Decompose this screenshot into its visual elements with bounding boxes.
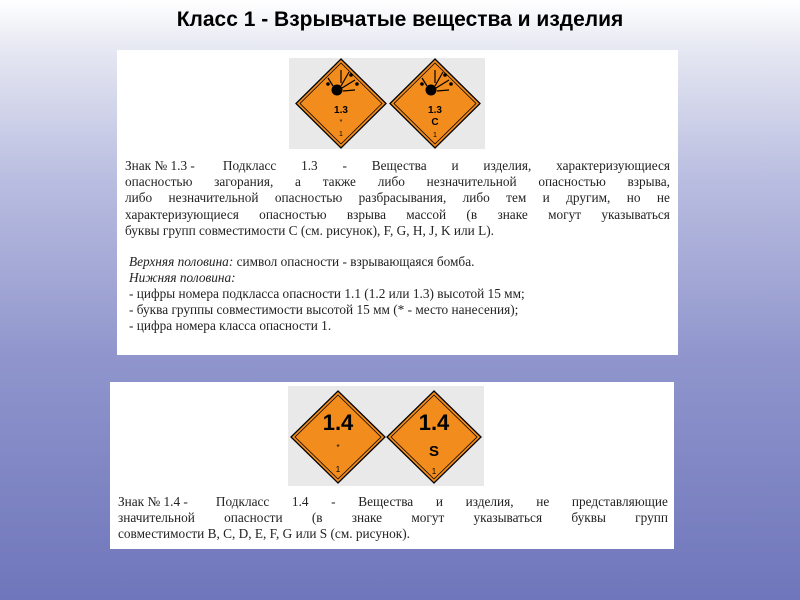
text-line: либо незначительной опасностью разбрасывания, либо тем и другим, но не — [125, 190, 670, 206]
placard-group: S — [428, 443, 440, 460]
placard-1-3-c — [389, 58, 481, 149]
placard-class: 1 — [433, 132, 437, 139]
placard-class: 1 — [431, 467, 437, 476]
panel-class-1-4 — [110, 382, 674, 549]
placard-class: 1 — [335, 465, 341, 474]
bullet-item: - цифра номера класса опасности 1. — [129, 318, 332, 333]
placard-1-3 — [295, 58, 387, 149]
placard-group: * — [339, 119, 343, 126]
panel-class-1-3 — [117, 50, 678, 355]
placard-number: 1.3 — [334, 105, 348, 116]
bullet-item: - буква группы совместимости высотой 15 мм (* - место нанесения); — [129, 302, 519, 317]
text-line: опасностью загорания, а также либо незначительной опасностью взрыва, — [125, 174, 670, 190]
upper-half-line: Верхняя половина: символ опасности - взрывающаяся бомба. — [129, 254, 475, 269]
placard-class: 1 — [339, 131, 343, 138]
signs-strip-1-4 — [288, 386, 484, 486]
text-line: буквы групп совместимости C (см. рисунок), F, G, H, J, K или L). — [125, 222, 494, 238]
sign-1-4-description — [118, 494, 668, 543]
placard-1-4 — [290, 390, 386, 484]
text-line: Знак № 1.4 - Подкласс 1.4 - Вещества и изделия, не представляющие — [118, 494, 668, 509]
sign-layout-description — [129, 254, 669, 334]
text-line: Знак № 1.3 - Подкласс 1.3 - Вещества и изделия, характеризующиеся — [125, 158, 670, 173]
placard-number: 1.4 — [322, 410, 354, 435]
slide-title: Класс 1 - Взрывчатые вещества и изделия — [176, 8, 624, 31]
placard-number: 1.4 — [418, 410, 450, 435]
placard-group: C — [431, 117, 439, 128]
placard-1-4-s — [386, 390, 482, 484]
sign-1-3-description — [125, 158, 670, 239]
lower-half-label: Нижняя половина: — [129, 270, 236, 285]
signs-strip-1-3 — [289, 58, 485, 149]
text-line: характеризующиеся опасностью взрыва массой (в знаке могут указываться — [125, 206, 670, 222]
bullet-item: - цифры номера подкласса опасности 1.1 (1.2 или 1.3) высотой 15 мм; — [129, 286, 525, 301]
text-line: совместимости B, C, D, E, F, G или S (см. рисунок). — [118, 526, 411, 542]
placard-group: * — [336, 443, 340, 452]
placard-number: 1.3 — [428, 105, 442, 116]
text-line: значительной опасности (в знаке могут указываться буквы групп — [118, 510, 668, 526]
